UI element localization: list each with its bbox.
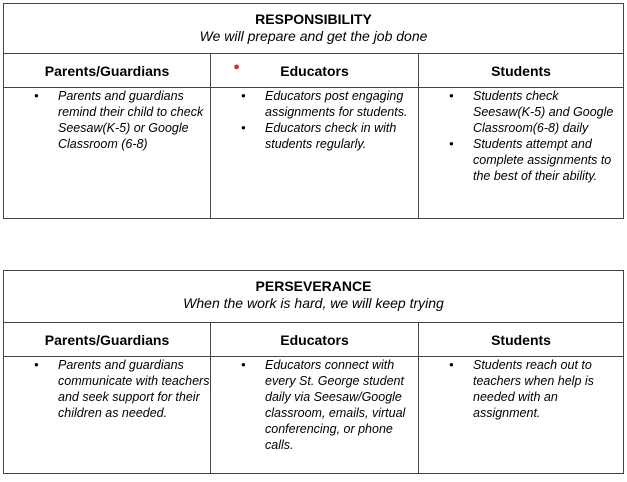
perseverance-table [3,270,624,474]
perseverance-subtitle: When the work is hard, we will keep trying [183,295,444,311]
list-item: ● Educators check in with students regularly. [265,120,418,152]
list-item: ● Parents and guardians communicate with teachers and seek support for their children as needed. [58,357,210,421]
header-educators: Educators [280,62,349,79]
header-students: Students [419,323,624,357]
responsibility-table [3,3,624,219]
list-item: ● Students check Seesaw(K-5) and Google Classroom(6-8) daily [473,88,623,136]
responsibility-parents-cell [4,88,211,219]
perseverance-title: PERSEVERANCE [255,278,372,294]
perseverance-educators-cell [211,357,419,474]
header-parents-guardians: Parents/Guardians [4,323,211,357]
header-parents-guardians: Parents/Guardians [4,54,211,88]
responsibility-title-cell [4,4,624,54]
responsibility-subtitle: We will prepare and get the job done [199,28,428,44]
perseverance-students-cell [419,357,624,474]
responsibility-students-cell [419,88,624,219]
list-item: ● Educators connect with every St. George student daily via Seesaw/Google classroom, emails, virtual conferencing, or phone calls. [265,357,418,453]
responsibility-title: RESPONSIBILITY [255,11,372,27]
header-students: Students [419,54,624,88]
list-item: ● Educators post engaging assignments for students. [265,88,418,120]
list-item: ● Students reach out to teachers when help is needed with an assignment. [473,357,623,421]
red-dot-icon: ● [233,60,240,73]
list-item: ● Parents and guardians remind their child to check Seesaw(K-5) or Google Classroom (6-8) [58,88,210,152]
responsibility-educators-cell [211,88,419,219]
header-educators-cell [211,54,419,88]
perseverance-parents-cell [4,357,211,474]
perseverance-title-cell [4,271,624,323]
list-item: ● Students attempt and complete assignments to the best of their ability. [473,136,623,184]
header-educators: Educators [211,323,419,357]
